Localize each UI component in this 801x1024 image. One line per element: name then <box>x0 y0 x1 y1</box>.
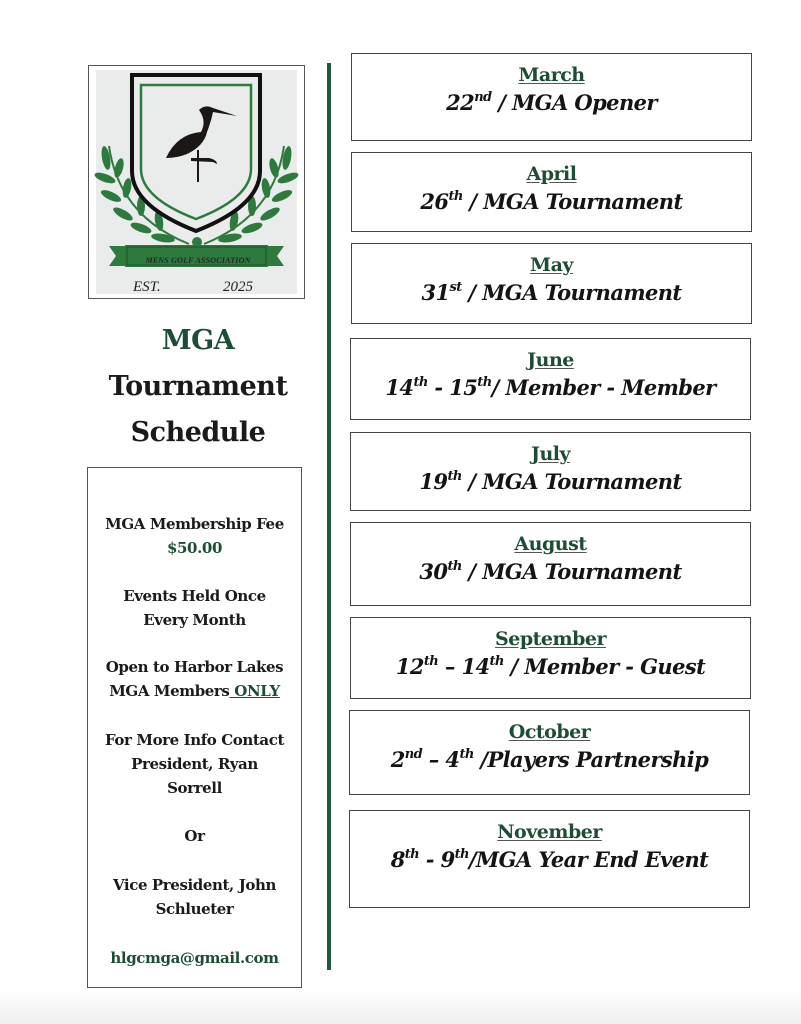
frequency-block <box>88 584 301 632</box>
eligibility-line2: MGA Members <box>109 682 230 700</box>
event-month: March <box>518 64 585 86</box>
event-detail: 30th / MGA Tournament <box>419 559 682 584</box>
eligibility-only-emphasis: ONLY <box>229 682 280 700</box>
membership-fee-block <box>88 512 301 560</box>
event-card-may <box>351 243 752 324</box>
event-month: April <box>526 163 577 185</box>
eligibility-line1: Open to Harbor Lakes <box>105 658 284 676</box>
event-month: November <box>497 821 602 843</box>
mga-logo <box>88 65 305 299</box>
event-card-june <box>350 338 751 420</box>
event-card-october <box>349 710 750 795</box>
frequency-line1: Events Held Once <box>123 587 266 605</box>
event-card-november <box>349 810 750 908</box>
vice-president-block <box>88 873 301 921</box>
event-detail: 2nd – 4th /Players Partnership <box>390 747 709 772</box>
event-detail: 19th / MGA Tournament <box>419 469 682 494</box>
event-card-april <box>351 152 752 232</box>
event-detail: 31st / MGA Tournament <box>421 280 682 305</box>
event-detail: 12th – 14th / Member - Guest <box>395 654 706 679</box>
vp-line2: Schlueter <box>155 900 234 918</box>
page-title <box>88 318 308 456</box>
title-mga: MGA <box>161 325 235 356</box>
event-month: July <box>530 443 571 465</box>
event-card-july <box>350 432 751 511</box>
logo-banner-text: MENS GOLF ASSOCIATION <box>145 256 251 265</box>
frequency-line2: Every Month <box>143 611 246 629</box>
or-label: Or <box>184 827 205 845</box>
vertical-divider <box>327 63 331 970</box>
contact-email-link[interactable]: hlgcmga@gmail.com <box>110 949 279 967</box>
event-detail: 26th / MGA Tournament <box>420 189 683 214</box>
event-month: May <box>530 254 573 276</box>
title-tournament: Tournament <box>108 371 288 402</box>
event-card-august <box>350 522 751 606</box>
page-bottom-shadow <box>0 990 801 1024</box>
eligibility-block <box>88 655 301 703</box>
event-card-march <box>351 53 752 141</box>
contact-line1: For More Info Contact <box>105 731 284 749</box>
event-month: September <box>495 628 606 650</box>
contact-block <box>88 728 301 800</box>
event-month: October <box>508 721 591 743</box>
event-month: August <box>514 533 587 555</box>
title-schedule: Schedule <box>130 417 266 448</box>
event-detail: 8th - 9th/MGA Year End Event <box>390 847 709 872</box>
vp-line1: Vice President, John <box>112 876 277 894</box>
event-detail: 22nd / MGA Opener <box>446 90 657 115</box>
event-month: June <box>527 349 574 371</box>
logo-year: 2025 <box>223 279 253 295</box>
fee-label: MGA Membership Fee <box>105 515 284 533</box>
event-card-september <box>350 617 751 699</box>
event-detail: 14th - 15th/ Member - Member <box>385 375 716 400</box>
contact-line3: Sorrell <box>167 779 222 797</box>
contact-line2: President, Ryan <box>131 755 258 773</box>
info-panel <box>87 467 302 988</box>
logo-est-label: EST. <box>133 279 161 295</box>
fee-value: $50.00 <box>166 539 222 557</box>
